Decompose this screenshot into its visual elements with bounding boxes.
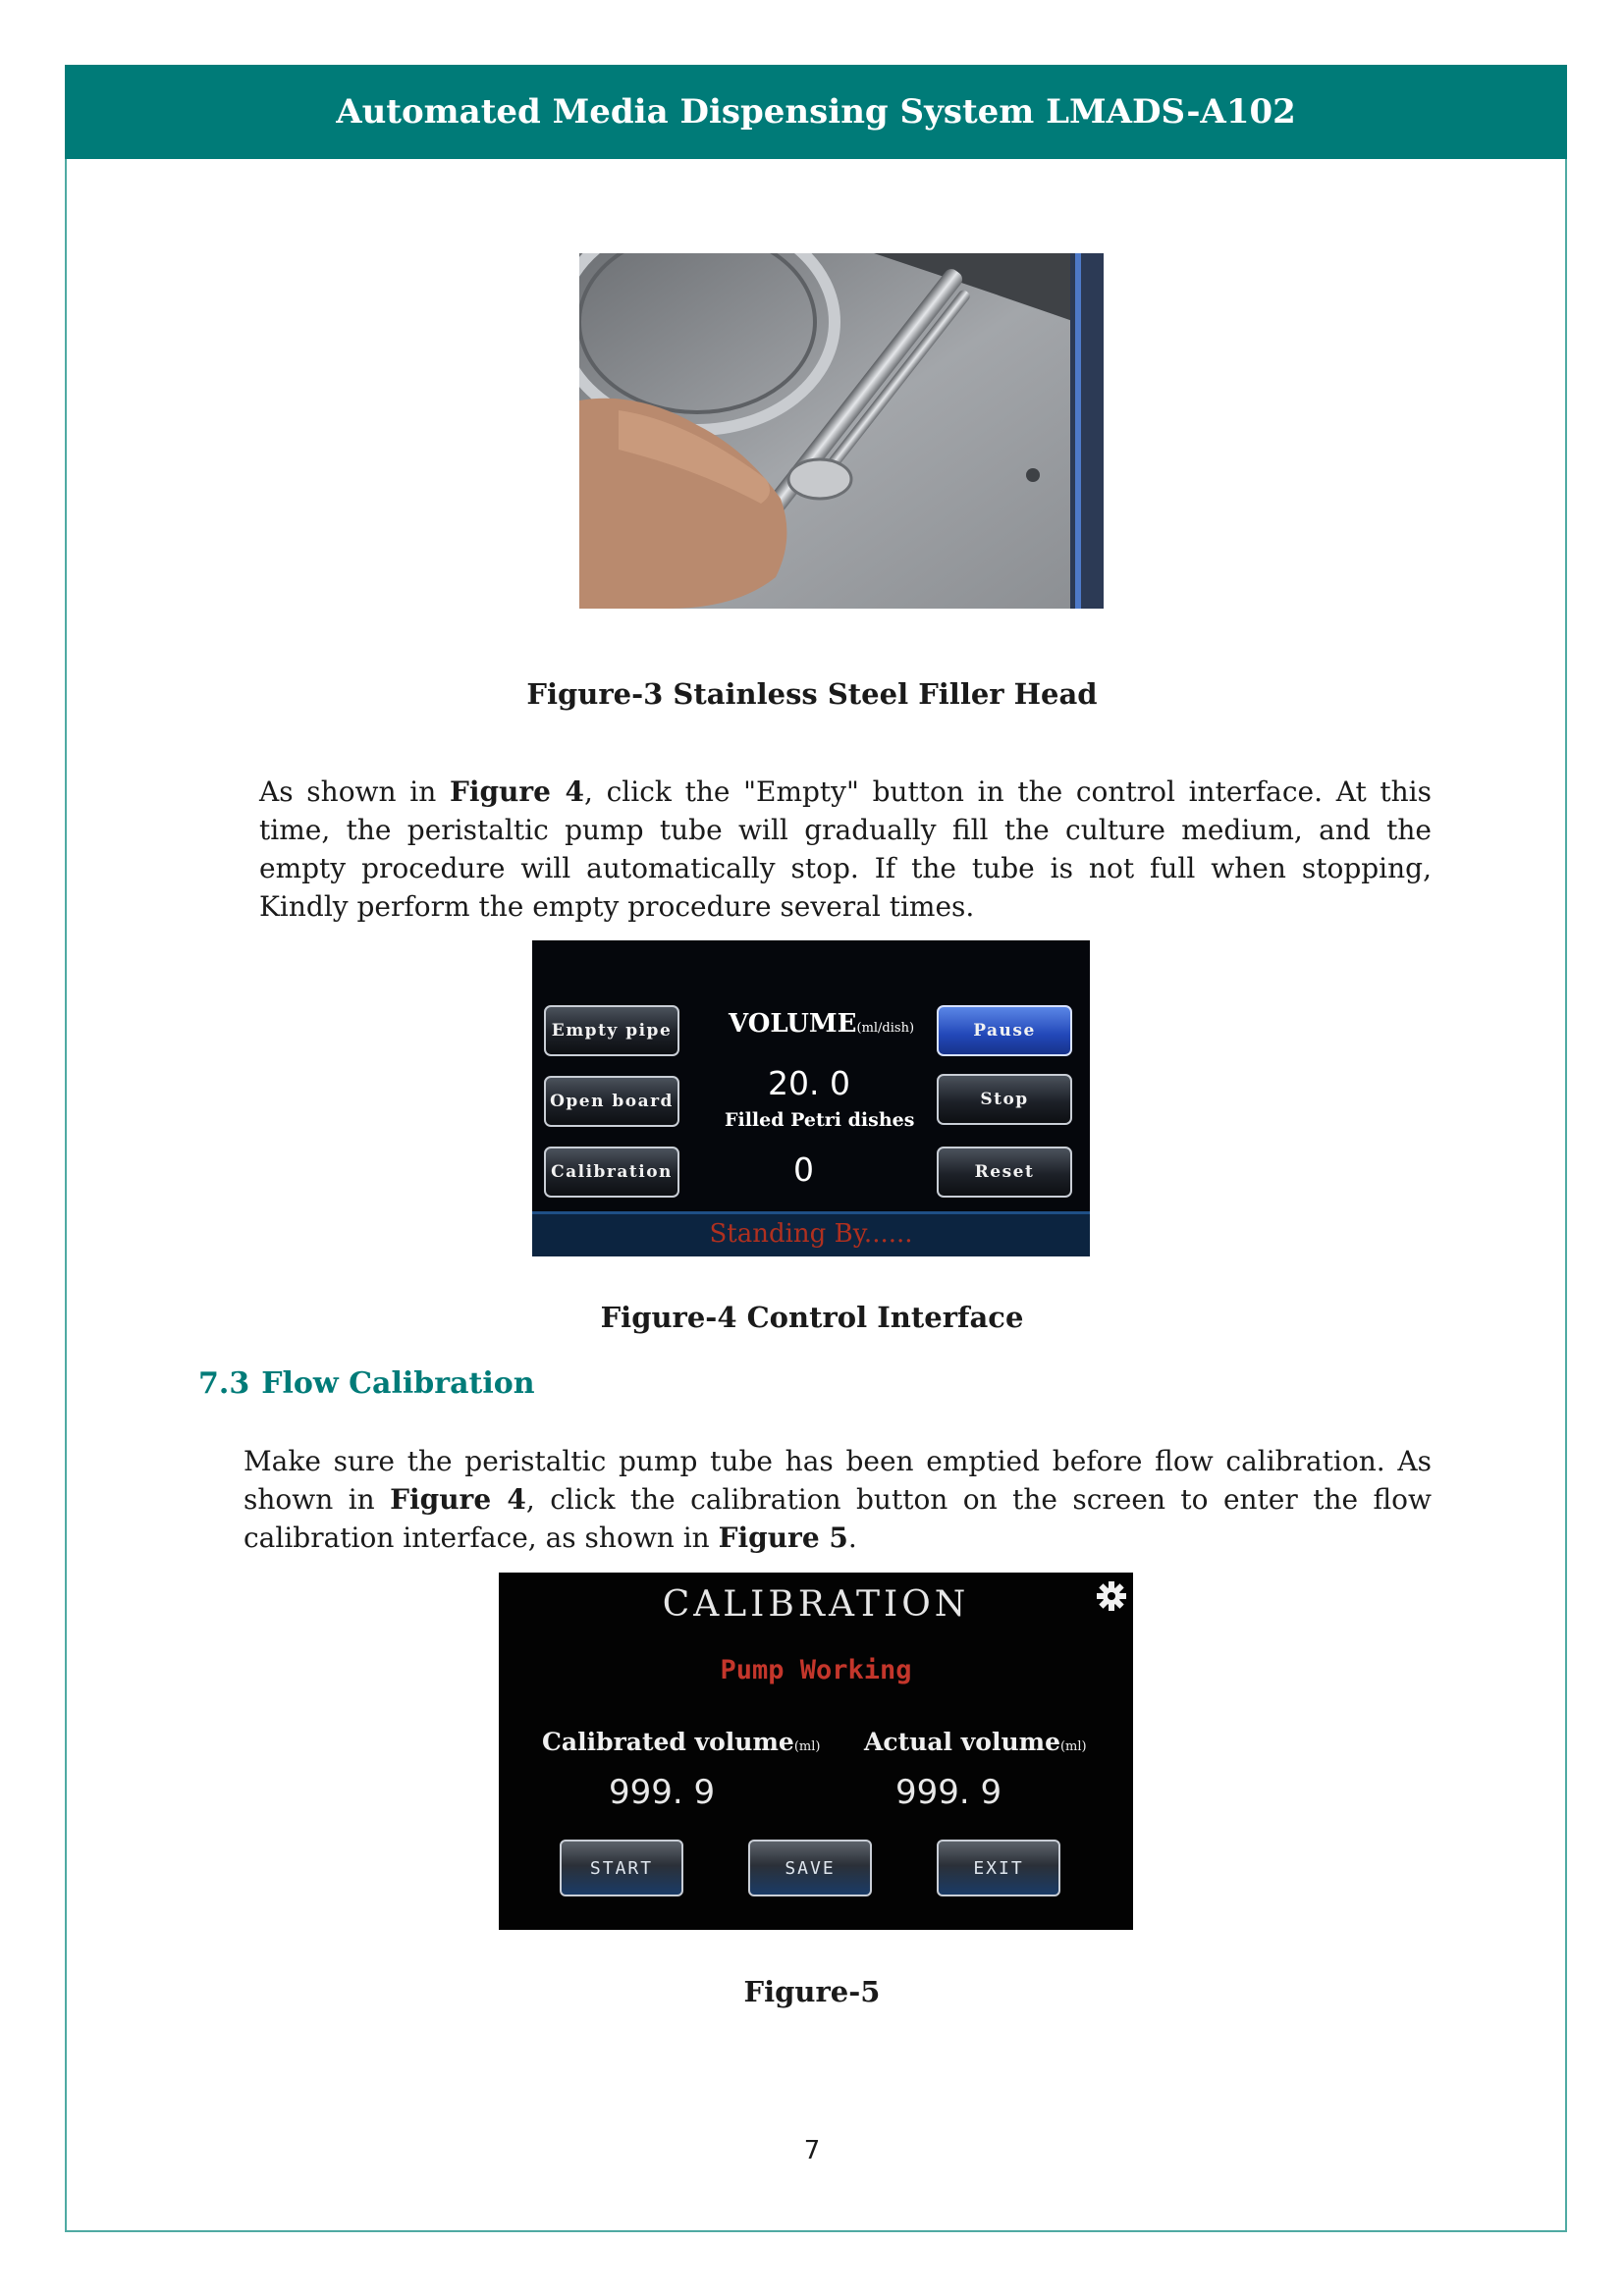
- section-heading: [198, 1366, 547, 1401]
- page-number: 7: [803, 2136, 821, 2165]
- filler-head-photo: [579, 253, 1104, 609]
- start-button: START: [560, 1840, 683, 1896]
- document-title: Automated Media Dispensing System LMADS-A102: [336, 92, 1296, 132]
- calibrated-volume-text: Calibrated volume: [542, 1728, 794, 1756]
- paragraph-text: Make sure the peristaltic pump tube has been emptied before flow calibration. As shown in: [244, 1445, 1432, 1516]
- paragraph-empty-procedure: [259, 773, 1432, 926]
- calibration-screen: [499, 1573, 1133, 1930]
- open-board-button: Open board: [544, 1076, 679, 1127]
- reset-button: Reset: [937, 1147, 1072, 1198]
- volume-label: [729, 1009, 914, 1039]
- filled-dishes-label: Filled Petri dishes: [725, 1109, 915, 1131]
- paragraph-text: .: [847, 1522, 857, 1554]
- figure-3-caption: Figure-3 Stainless Steel Filler Head: [526, 677, 1098, 711]
- volume-label-text: VOLUME: [729, 1009, 857, 1039]
- paragraph-text: , click the calibration button on the screen to enter the flow calibration interface, as shown in: [244, 1483, 1432, 1554]
- figure-reference: Figure 4: [390, 1483, 526, 1516]
- calibrated-volume-unit: (ml): [793, 1739, 821, 1754]
- control-interface-screen: [532, 940, 1090, 1256]
- calibration-button: Calibration: [544, 1147, 679, 1198]
- calibration-title: CALIBRATION: [662, 1584, 970, 1625]
- status-text: Standing By......: [709, 1219, 913, 1249]
- exit-button: EXIT: [937, 1840, 1060, 1896]
- figure-4-caption: Figure-4 Control Interface: [600, 1301, 1024, 1334]
- paragraph-text: As shown in: [259, 775, 450, 808]
- save-button: SAVE: [748, 1840, 872, 1896]
- paragraph-flow-calibration: [244, 1442, 1432, 1557]
- section-number: 7.3: [198, 1366, 250, 1401]
- calibrated-volume-value: 999. 9: [609, 1773, 716, 1812]
- paragraph-text: , click the "Empty" button in the control interface. At this time, the peristaltic pump tube will gradually fill the culture medium, and the empty procedure will automatically stop. If the tube is not full when stopping, Kindly perform the empty procedure several times.: [259, 775, 1433, 923]
- actual-volume-unit: (ml): [1059, 1739, 1087, 1754]
- calibrated-volume-label: [542, 1728, 820, 1756]
- actual-volume-text: Actual volume: [864, 1728, 1060, 1756]
- volume-unit: (ml/dish): [856, 1021, 915, 1036]
- gear-icon: [1096, 1580, 1127, 1612]
- pause-button: Pause: [937, 1005, 1072, 1056]
- figure-reference: Figure 4: [449, 775, 585, 808]
- empty-pipe-button: Empty pipe: [544, 1005, 679, 1056]
- stop-button: Stop: [937, 1074, 1072, 1125]
- figure-5-caption: Figure-5: [743, 1975, 881, 2008]
- document-header: [65, 65, 1567, 159]
- figure-reference: Figure 5: [718, 1522, 848, 1554]
- filler-head-photo-illustration: [579, 253, 1104, 609]
- volume-value: 20. 0: [768, 1064, 850, 1102]
- section-title: Flow Calibration: [261, 1366, 535, 1401]
- actual-volume-label: [864, 1728, 1087, 1756]
- actual-volume-value: 999. 9: [895, 1773, 1002, 1812]
- pump-status: Pump Working: [720, 1655, 912, 1685]
- filled-dishes-count: 0: [793, 1150, 814, 1189]
